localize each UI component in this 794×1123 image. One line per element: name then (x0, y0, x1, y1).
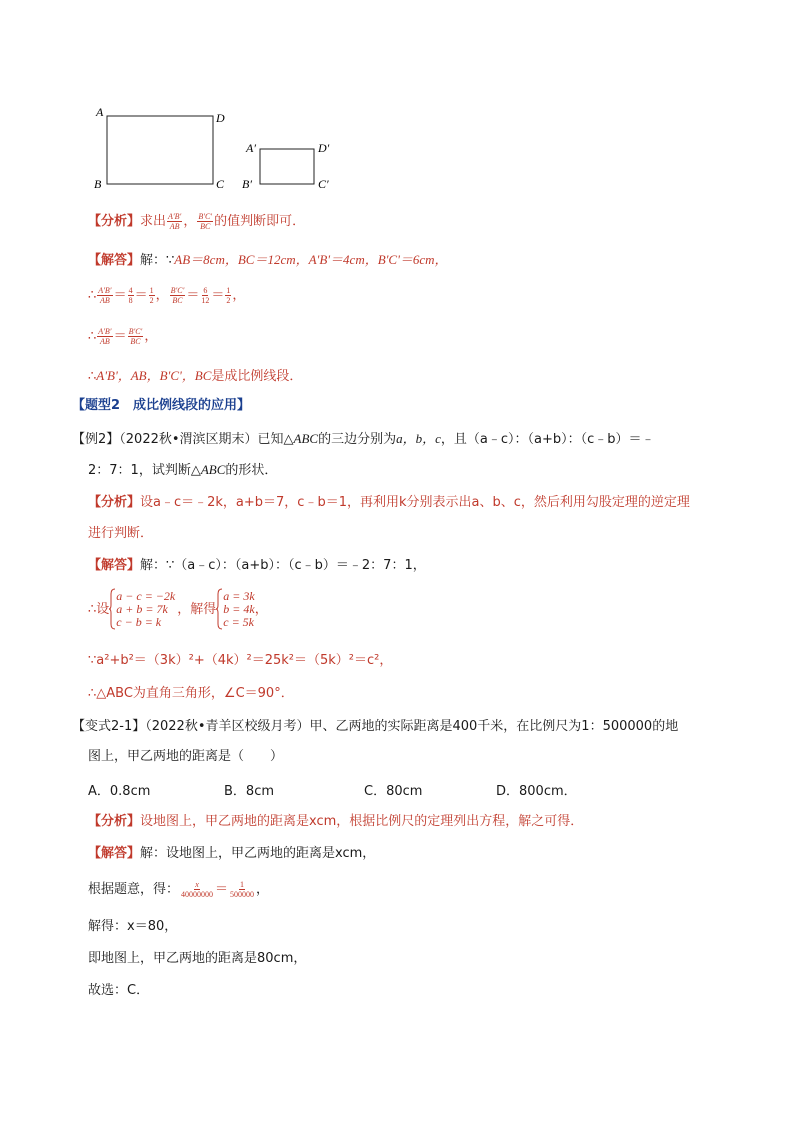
label-c-prime: C′ (318, 177, 329, 191)
label-a: A (96, 105, 104, 119)
label-a-prime: A′ (246, 141, 256, 155)
solution-2-line-3: ∵a²+b²＝（3k）²+（4k）²＝25k²＝（5k）²＝c²， (88, 653, 393, 668)
analysis-tag: 【分析】 (88, 214, 141, 229)
example-2-line-2: 2：7：1，试判断△ABC的形状． (88, 462, 278, 478)
label-d-prime: D′ (318, 141, 330, 155)
analysis-2-line-2: 进行判断． (88, 526, 154, 541)
analysis-2-line-1: 【分析】设a﹣c＝﹣2k，a+b＝7，c﹣b＝1，再利用k分别表示出a、b、c，然后利用勾股定理的逆定理 (88, 495, 690, 510)
analysis-3: 【分析】设地图上，甲乙两地的距离是xcm，根据比例尺的定理列出方程，解之可得． (88, 814, 584, 829)
option-b: B．8cm (224, 784, 275, 799)
fraction: $\frac{A'B'}{AB}$ (168, 212, 182, 231)
solution-3-line-2: 根据题意，得： $\frac{x}{40000000}$ ＝ $\frac{1}{500000}$ ， (88, 880, 270, 899)
rect-abcd (107, 116, 213, 184)
solution-1-line-1: 【解答】解：∵AB＝8cm，BC＝12cm，A'B'＝4cm，B'C'＝6cm， (88, 252, 448, 268)
rectangles-figure (88, 100, 348, 192)
rect-abcd-prime (260, 149, 314, 184)
solution-1-line-3: ∴ $\frac{A'B'}{AB}$ ＝ $\frac{B'C'}{BC}$ ， (88, 327, 158, 346)
option-a: A．0.8cm (88, 784, 151, 799)
system-1: a − c = −2k a + b = 7k c − b = k (116, 588, 176, 629)
solution-3-line-1: 【解答】解：设地图上，甲乙两地的距离是xcm， (88, 846, 376, 861)
example-2-line-1: 【例2】（2022秋•渭滨区期末）已知△ABC的三边分别为a，b，c，且（a﹣c）：（a+b）：（c﹣b）＝﹣ (72, 431, 655, 447)
solution-3-line-4: 即地图上，甲乙两地的距离是80cm， (88, 951, 307, 966)
fraction: $\frac{B'C'}{BC}$ (198, 212, 213, 231)
label-d: D (216, 111, 225, 125)
label-b-prime: B′ (242, 177, 252, 191)
variant-2-1-line-2: 图上，甲乙两地的距离是（ ） (88, 749, 284, 764)
option-c: C．80cm (364, 784, 423, 799)
option-d: D．800cm． (496, 784, 577, 799)
variant-2-1-line-1: 【变式2-1】（2022秋•青羊区校级月考）甲、乙两地的实际距离是400千米，在比例尺为1：500000的地 (72, 719, 679, 734)
solution-2-line-1: 【解答】解：∵（a﹣c）：（a+b）：（c﹣b）＝﹣2：7：1， (88, 558, 426, 573)
analysis-1: 【分析】求出 $\frac{A'B'}{AB}$ ， $\frac{B'C'}{BC}$ 的值判断即可． (88, 212, 306, 231)
section-title: 【题型2 成比例线段的应用】 (72, 398, 251, 413)
options-row (88, 780, 728, 798)
solution-2-line-4: ∴△ABC为直角三角形，∠C＝90°． (88, 686, 294, 701)
solution-1-line-4: ∴A'B'，AB，B'C'，BC是成比例线段． (88, 368, 303, 384)
solution-1-line-2: ∴ $\frac{A'B'}{AB}$ ＝ $\frac{4}{8}$ ＝ $\frac{1}{2}$ ， $\frac{B'C'}{BC}$ ＝ $\frac{6}{12}$ ＝ $\frac{1}{2}$ ， (88, 286, 246, 305)
label-b: B (94, 177, 102, 191)
label-c: C (216, 177, 225, 191)
solution-3-line-3: 解得：x＝80， (88, 919, 178, 934)
equation-system: ∴设 a − c = −2k a + b = 7k c − b = k ，解得 a = 3k b = 4k c = 5k ， (88, 588, 268, 629)
solution-3-line-5: 故选：C． (88, 983, 150, 998)
system-2: a = 3k b = 4k c = 5k (223, 588, 255, 629)
